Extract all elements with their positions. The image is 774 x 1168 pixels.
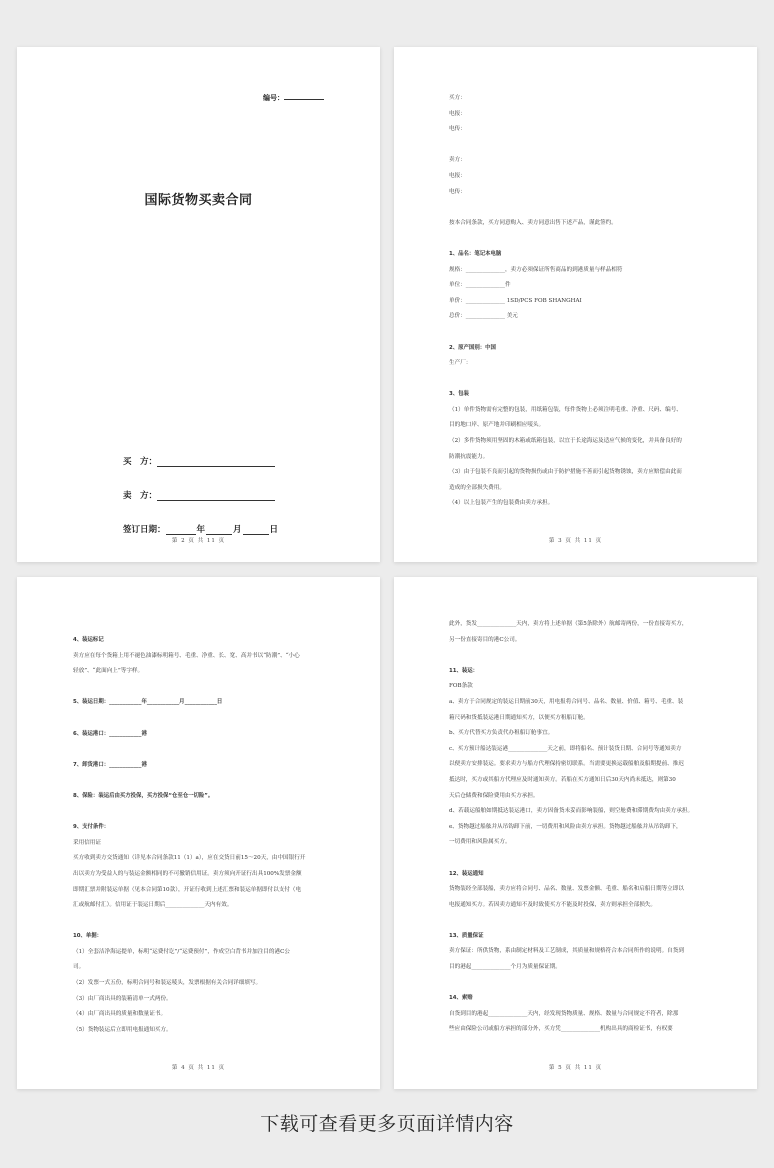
blank-line: [73, 773, 330, 789]
text-line: 以便卖方安排装运。要求卖方与船方代理保持密切联系。当需要更换运载船舶及船期提前、推迟: [449, 761, 684, 768]
text-line: b、买方代替买方负责代办租船订舱事宜。: [449, 730, 554, 737]
section-heading: 10、单据：: [73, 933, 103, 940]
section-heading: 13、质量保证: [449, 932, 484, 939]
blank-line: [449, 976, 707, 992]
blank-line: [449, 851, 707, 867]
page-5: [394, 577, 757, 1089]
text-line: a、卖方于合同规定的装运日期前30天，用电报将合同号、品名、数量、价值、箱号、毛重、装: [449, 698, 684, 705]
text-line: 轻放”、“此面向上”等字样。: [73, 668, 144, 675]
year-label: 年: [196, 525, 206, 535]
text-line: 买方：: [449, 95, 466, 101]
section-heading: 9、支付条件：: [73, 824, 110, 831]
section-heading: 12、装运通知: [449, 870, 484, 877]
text-line: 目的港起______________个月为质量保证期。: [449, 964, 561, 971]
seller-blank: [157, 492, 275, 501]
section-heading: 14、索赔: [449, 995, 473, 1002]
contract-number-field: [263, 93, 324, 103]
text-line: 汇或航邮付汇）。信用证于装运日期后______________天内有效。: [73, 902, 233, 909]
text-line: （4）由厂商出具的质量和数量证书。: [73, 1011, 167, 1018]
page-footer: 第 4 页 共 11 页: [171, 1065, 226, 1071]
day-blank: [243, 526, 269, 535]
text-line: 卖方应在每个货箱上用不褪色油漆标明箱号、毛重、净重、长、宽、高并书以“防潮”、“小心: [73, 652, 300, 659]
seller-signature-row: [123, 489, 275, 501]
text-line: 买方收到卖方交货通知（详见本合同条款11（1）a），应在交货日前15～20天，由中国银行开: [73, 855, 306, 862]
text-line: 电传：: [449, 188, 466, 195]
section-heading: 5、装运日期：____________年____________月____________日: [73, 699, 223, 706]
text-line: d、若载运船舶如期抵达装运港口，卖方因备货未妥而影响装船，则空舱费和滞期费均由卖方承担。: [449, 808, 694, 815]
page-footer: 第 2 页 共 11 页: [171, 538, 226, 544]
contract-number-label: 编号：: [263, 94, 284, 102]
text-line: 抵达时，买方或其船方代理应及时通知卖方。若船在买方通知日后30天内尚未抵达，则第30: [449, 776, 676, 783]
text-line: 自货到目的港起______________天内，经发现货物质量、规格、数量与合同规定不符者，除那: [449, 1010, 679, 1017]
text-line: 些应由保险公司或船方承担的部分外，买方凭______________机构出具的商检证书，有权要: [449, 1026, 673, 1033]
section-heading: 8、保险：装运后由买方投保，买方投保“仓至仓一切险”。: [73, 792, 214, 799]
page-3: [394, 47, 757, 562]
text-line: 此外，货发______________天内，卖方将上述单据（第5条除外）航邮寄两份，一份直接寄买方，: [449, 621, 688, 627]
text-line: （2）发票一式五份，标明合同号和装运唛头，发票根据有关合同详细填写。: [73, 980, 262, 987]
text-line: c、买方预计船达装运港______________天之前，即将船名、预计装货日期、合同号等通知卖方: [449, 745, 682, 752]
page-3-content: [449, 91, 707, 512]
page-4-content: [73, 633, 330, 1038]
text-line: （4）以上包装产生的包装费由卖方承担。: [449, 500, 554, 507]
text-line: （1）单件货物需有完整的包装，用纸箱包装，每件货物上必须注明毛重、净重、尺码、编号、: [449, 406, 682, 413]
text-line: 防潮抗震能力。: [449, 453, 489, 460]
sign-date-row: [123, 523, 279, 535]
text-line: （3）由厂商出具的装箱清单一式两份。: [73, 995, 172, 1002]
section-heading: 3、包装: [449, 391, 469, 398]
blank-line: [73, 805, 330, 821]
text-line: 另一份直接寄目的港C公司。: [449, 636, 521, 643]
section-heading: 4、装运标记: [73, 637, 104, 643]
blank-line: [449, 325, 707, 341]
blank-line: [73, 742, 330, 758]
blank-line: [449, 138, 707, 154]
text-line: 即期汇票并附装运单据（见本合同第10款），开证行收到上述汇票和装运单据即付以支付（电: [73, 886, 302, 893]
section-heading: 2、原产国别：中国: [449, 344, 496, 351]
sign-date-label: 签订日期：: [123, 525, 166, 535]
year-blank: [166, 526, 196, 535]
blank-line: [449, 372, 707, 388]
text-line: 司。: [73, 964, 85, 971]
section-heading: 6、装运港口：____________港: [73, 730, 147, 737]
text-line: 货物装经全部装船，卖方应将合同号、品名、数量、发票金额、毛重、船名和启船日期等立即以: [449, 886, 684, 893]
text-line: 单位：______________件: [449, 282, 511, 289]
page-5-content: [449, 617, 707, 1038]
text-line: （5）货物装运后立即用电报通知买方。: [73, 1026, 172, 1033]
text-line: 一切费用和风险属买方。: [449, 839, 511, 846]
buyer-blank: [157, 458, 275, 467]
text-line: 卖方保证：所供货物，系由制定材料及工艺制成，其质量和规格符合本合同所作的说明。自货到: [449, 948, 684, 955]
text-line: 目的地口岸、原产地并印刷相应唛头。: [449, 422, 545, 429]
section-heading: 7、卸货港口：____________港: [73, 761, 147, 768]
blank-line: [73, 680, 330, 696]
text-line: 采用信用证: [73, 839, 101, 846]
blank-line: [449, 231, 707, 247]
blank-line: [449, 913, 707, 929]
contract-number-blank: [284, 94, 324, 100]
text-line: （1）全套洁净海运提单，标明“运费付讫”/“运费预付”，作成空白背书并加注目的港C公: [73, 948, 290, 955]
text-line: 电传：: [449, 126, 466, 133]
page-footer: 第 5 页 共 11 页: [548, 1065, 603, 1071]
text-line: e、货物越过船舷并从吊钩卸下前，一切费用和风险由卖方承担。货物越过船舷并从吊钩卸下，: [449, 823, 682, 830]
blank-line: [449, 648, 707, 664]
page-footer: 第 3 页 共 11 页: [548, 538, 603, 544]
text-line: 规格：______________，卖方必须保证所售商品的到港质量与样品相符: [449, 266, 623, 273]
text-line: 生产厂：: [449, 360, 472, 367]
seller-label: 卖 方：: [123, 491, 158, 501]
section-heading: 1、品名：笔记本电脑: [449, 250, 502, 257]
contract-title: 国际货物买卖合同: [144, 193, 253, 208]
text-line: 电报：: [449, 110, 466, 117]
day-label: 日: [269, 525, 279, 535]
text-line: FOB条款: [449, 683, 473, 690]
month-label: 月: [233, 525, 242, 535]
section-heading: 11、装运：: [449, 667, 479, 674]
buyer-signature-row: [123, 455, 275, 467]
text-line: 单价：______________ 1SD/PCS FOB SHANGHAI: [449, 297, 582, 304]
text-line: （2）多件货物须用坚固的木箱或纸箱包装，以宜于长途海运及适应气候的变化，并具备良好的: [449, 438, 682, 445]
blank-line: [73, 711, 330, 727]
blank-line: [449, 200, 707, 216]
month-blank: [206, 526, 232, 535]
download-caption: 下载可查看更多页面详情内容: [260, 1113, 514, 1135]
text-line: 电报：: [449, 172, 466, 179]
text-line: 总价：______________ 美元: [449, 313, 518, 320]
text-line: 造成的全部损失费用。: [449, 484, 505, 491]
text-line: 电报通知买方。若因卖方通知不及时致使买方不能及时投保，卖方则承担全部损失。: [449, 901, 656, 908]
page-2: [17, 47, 380, 562]
buyer-label: 买 方：: [123, 457, 158, 467]
text-line: 箱尺码和货抵装运港日期通知买方，以便买方租船订舱。: [449, 714, 589, 721]
blank-line: [73, 914, 330, 930]
text-line: （3）由于包装不良而引起的货物损伤或由于防护措施不善而引起货物锈蚀，卖方应赔偿由此而: [449, 469, 682, 476]
text-line: 按本合同条款，买方同意购入、卖方同意出售下述产品，谨此签约。: [449, 219, 617, 226]
page-4: [17, 577, 380, 1089]
text-line: 天后仓储费和保险费用由买方承担。: [449, 792, 539, 799]
text-line: 出以卖方为受益人的与装运金额相同的不可撤销信用证。卖方须向开证行出具100%发票金额: [73, 870, 302, 877]
text-line: 卖方：: [449, 157, 466, 164]
